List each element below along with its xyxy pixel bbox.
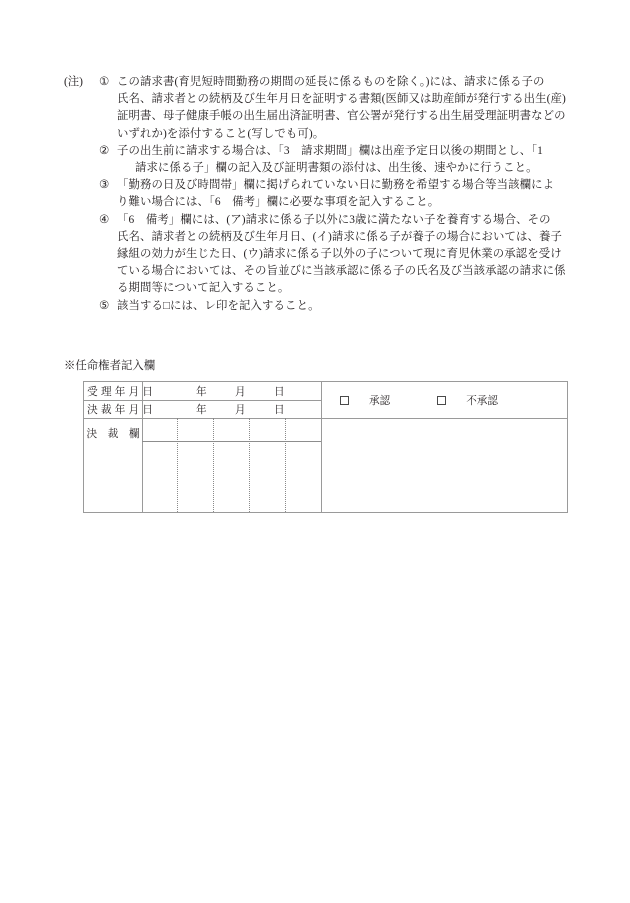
note-text-5-line-1: 該当する□には、レ印を記入すること。 <box>117 299 320 312</box>
note-number-2: ② <box>99 144 110 157</box>
kessai-month-unit: 月 <box>235 405 246 416</box>
kessai-date-fields[interactable] <box>142 402 321 417</box>
kessai-day-unit: 日 <box>274 405 285 416</box>
ninmeisha-section-label: ※任命権者記入欄 <box>64 360 156 372</box>
checkbox-icon[interactable] <box>340 396 349 405</box>
label-kessai-date <box>84 402 157 417</box>
uketsuke-date-fields[interactable] <box>142 384 321 399</box>
note-number-1: ① <box>99 76 110 88</box>
note-text-2-line-1: 子の出生前に請求する場合は、「3 請求期間」欄は出産予定日以後の期間とし、「1 <box>117 144 543 157</box>
note-text-4-line-2: 氏名、請求者との続柄及び生年月日、(イ)請求に係る子が養子の場合においては、養子 <box>117 230 562 243</box>
kessai-dotted-divider-1 <box>177 418 178 512</box>
note-text-1-line-3: 証明書、母子健康手帳の出生届出済証明書、官公署が発行する出生届受理証明書などの <box>117 110 566 123</box>
note-item-1-cont <box>0 126 630 143</box>
note-text-4-line-4: ている場合においては、その旨並びに当該承認に係る子の氏名及び当該承認の請求に係 <box>117 265 566 278</box>
note-item-3-cont <box>0 194 630 211</box>
note-number-3: ③ <box>99 179 110 192</box>
approve-choice[interactable] <box>340 393 390 408</box>
note-text-3-line-2: り難い場合には、「6 備考」欄に必要な事項を記入すること。 <box>117 196 440 209</box>
label-kessai-ran <box>84 426 142 441</box>
note-item-4-cont <box>0 229 630 246</box>
note-item-2 <box>0 143 630 160</box>
spacer <box>142 384 196 399</box>
note-text-2-line-2: 請求に係る子」欄の記入及び証明書類の添付は、出生後、速やかに行うこと。 <box>135 162 538 175</box>
approve-label: 承認 <box>369 396 391 407</box>
note-text-4-line-5: る期間等について記入すること。 <box>117 282 290 295</box>
note-item-4-cont <box>0 263 630 280</box>
reject-label: 不承認 <box>466 396 498 407</box>
table-row-divider-1 <box>84 400 321 401</box>
note-item-4 <box>0 212 630 229</box>
kessai-name-strip-divider <box>142 441 321 442</box>
note-number-4: ④ <box>99 213 110 226</box>
note-text-4-line-3: 縁組の効力が生じた日、(ウ)請求に係る子以外の子について現に育児休業の承認を受け <box>117 248 562 261</box>
spacer <box>142 402 196 417</box>
note-item-2-cont <box>0 160 630 177</box>
note-number-5: ⑤ <box>99 299 110 312</box>
note-item-1-cont <box>0 91 630 108</box>
note-text-1-line-2: 氏名、請求者との続柄及び生年月日を証明する書類(医師又は助産師が発行する出生(産) <box>117 93 566 106</box>
checkbox-icon[interactable] <box>437 396 446 405</box>
note-text-3-line-1: 「勤務の日及び時間帯」欄に掲げられていない日に勤務を希望する場合等当該欄によ <box>117 179 555 192</box>
kessai-dotted-divider-2 <box>213 418 214 512</box>
note-item-5 <box>0 298 630 315</box>
note-text-4-line-1: 「6 備考」欄には、(ア)請求に係る子以外に3歳に満たない子を養育する場合、その <box>117 213 551 226</box>
reject-choice[interactable] <box>437 393 498 408</box>
note-text-1-line-4: いずれか)を添付すること(写しでも可)。 <box>117 127 325 140</box>
note-item-4-cont <box>0 280 630 297</box>
notes-block <box>0 74 630 315</box>
label-uketsuke-text: 受理年月日 <box>87 387 157 398</box>
notes-marker: (注) <box>64 76 83 88</box>
kessai-year-unit: 年 <box>196 405 207 416</box>
label-kessai-date-text: 決裁年月日 <box>87 405 157 416</box>
uketsuke-month-unit: 月 <box>235 387 246 398</box>
note-item-3 <box>0 177 630 194</box>
kessai-dotted-divider-4 <box>285 418 286 512</box>
approval-decision-group <box>321 393 567 408</box>
kessai-dotted-divider-3 <box>249 418 250 512</box>
table-row-divider-2 <box>84 418 567 419</box>
note-item-1 <box>0 74 630 91</box>
label-kessai-ran-text: 決 裁 欄 <box>86 429 140 440</box>
uketsuke-year-unit: 年 <box>196 387 207 398</box>
note-item-4-cont <box>0 246 630 263</box>
approval-table <box>83 381 568 513</box>
note-text-1-line-1: この請求書(育児短時間勤務の期間の延長に係るものを除く。)には、請求に係る子の <box>117 76 545 88</box>
label-uketsuke-date <box>84 384 157 399</box>
uketsuke-day-unit: 日 <box>274 387 285 398</box>
note-item-1-cont <box>0 108 630 125</box>
